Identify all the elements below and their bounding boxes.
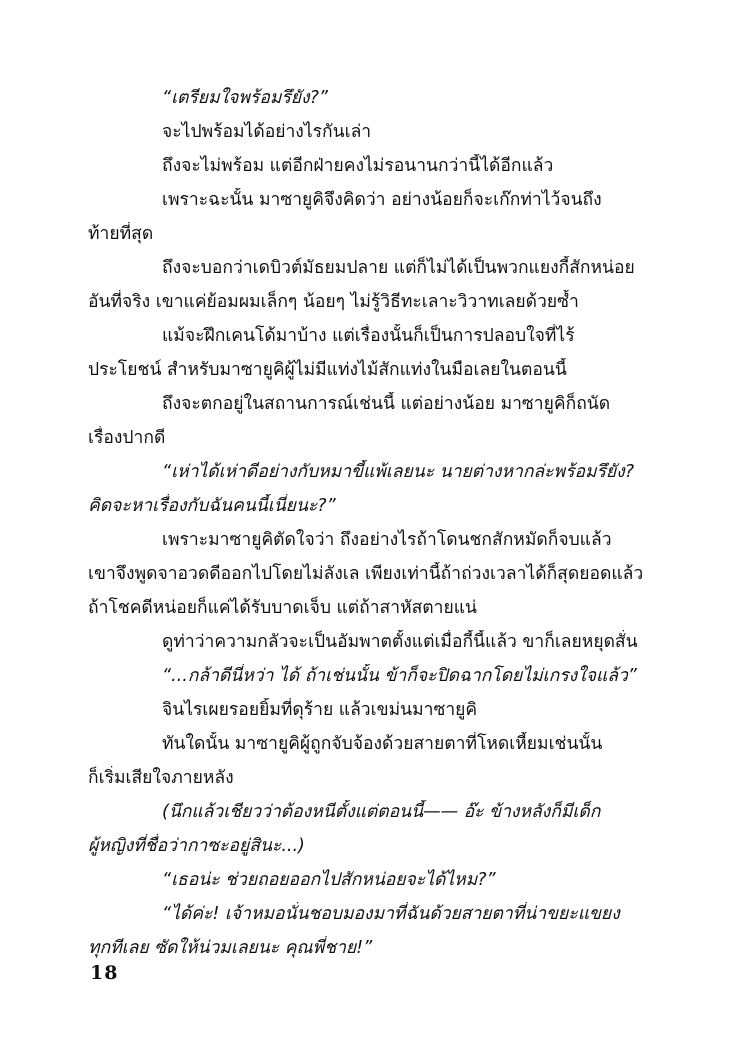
text-line: ก็เริ่มเสียใจภายหลัง xyxy=(88,768,234,788)
text-line: แม้จะฝึกเคนโด้มาบ้าง แต่เรื่องนั้นก็เป็นการปลอบใจที่ไร้ xyxy=(162,326,575,346)
text-line: ผู้หญิงที่ชื่อว่ากาซะอยู่สินะ...) xyxy=(88,836,305,856)
text-line: ถึงจะไม่พร้อม แต่อีกฝ่ายคงไม่รอนานกว่านี้ได้อีกแล้ว xyxy=(162,156,554,176)
text-line: ถึงจะตกอยู่ในสถานการณ์เช่นนี้ แต่อย่างน้อย มาซายูคิก็ถนัด xyxy=(162,394,611,414)
text-line: เพราะฉะนั้น มาซายูคิจึงคิดว่า อย่างน้อยก็จะเก๊กท่าไว้จนถึง xyxy=(162,190,602,210)
text-line: เรื่องปากดี xyxy=(88,428,166,448)
text-line: ถ้าโชคดีหน่อยก็แค่ได้รับบาดเจ็บ แต่ถ้าสาหัสตายแน่ xyxy=(88,598,477,618)
text-line: “...กล้าดีนี่หว่า ได้ ถ้าเช่นนั้น ข้าก็จะปิดฉากโดยไม่เกรงใจแล้ว” xyxy=(162,666,637,686)
text-line: เพราะมาซายูคิตัดใจว่า ถึงอย่างไรถ้าโดนชกสักหมัดก็จบแล้ว xyxy=(162,530,612,550)
text-line: ถึงจะบอกว่าเดบิวต์มัธยมปลาย แต่ก็ไม่ได้เป็นพวกแยงกี้สักหน่อย xyxy=(162,258,635,278)
text-line: จินไรเผยรอยยิ้มที่ดุร้าย แล้วเขม่นมาซายูคิ xyxy=(162,700,478,720)
text-line: ประโยชน์ สำหรับมาซายูคิผู้ไม่มีแท่งไม้สักแท่งในมือเลยในตอนนี้ xyxy=(88,360,567,380)
text-line: (นึกแล้วเชียวว่าต้องหนีตั้งแต่ตอนนี้—— อ๊ะ ข้างหลังก็มีเด็ก xyxy=(162,802,601,822)
text-line: “เตรียมใจพร้อมรึยัง?” xyxy=(162,88,328,108)
text-line: ท้ายที่สุด xyxy=(88,224,154,244)
text-line: “ได้ค่ะ! เจ้าหมอนั่นชอบมองมาที่ฉันด้วยสายตาที่น่าขยะแขยง xyxy=(162,904,620,924)
text-line: ทุกทีเลย ซัดให้น่วมเลยนะ คุณพี่ชาย!” xyxy=(88,938,373,958)
text-line: จะไปพร้อมได้อย่างไรกันเล่า xyxy=(162,122,372,142)
page-number: 18 xyxy=(90,962,119,984)
text-line: เขาจึงพูดจาอวดดีออกไปโดยไม่ลังเล เพียงเท่านี้ถ้าถ่วงเวลาได้ก็สุดยอดแล้ว xyxy=(88,564,644,584)
text-line: อันที่จริง เขาแค่ย้อมผมเล็กๆ น้อยๆ ไม่รู้วิธีทะเลาะวิวาทเลยด้วยซ้ำ xyxy=(88,292,579,312)
text-line: “เธอน่ะ ช่วยถอยออกไปสักหน่อยจะได้ไหม?” xyxy=(162,870,496,890)
text-line: ดูท่าว่าความกลัวจะเป็นอัมพาตตั้งแต่เมื่อกี้นี้แล้ว ขาก็เลยหยุดสั่น xyxy=(162,632,638,652)
text-line: “เห่าได้เห่าดีอย่างกับหมาขี้แพ้เลยนะ นายต่างหากล่ะพร้อมรึยัง? xyxy=(162,462,635,482)
text-line: ทันใดนั้น มาซายูคิผู้ถูกจับจ้องด้วยสายตาที่โหดเหี้ยมเช่นนั้น xyxy=(162,734,603,754)
text-line: คิดจะหาเรื่องกับฉันคนนี้เนี่ยนะ?” xyxy=(88,496,336,516)
